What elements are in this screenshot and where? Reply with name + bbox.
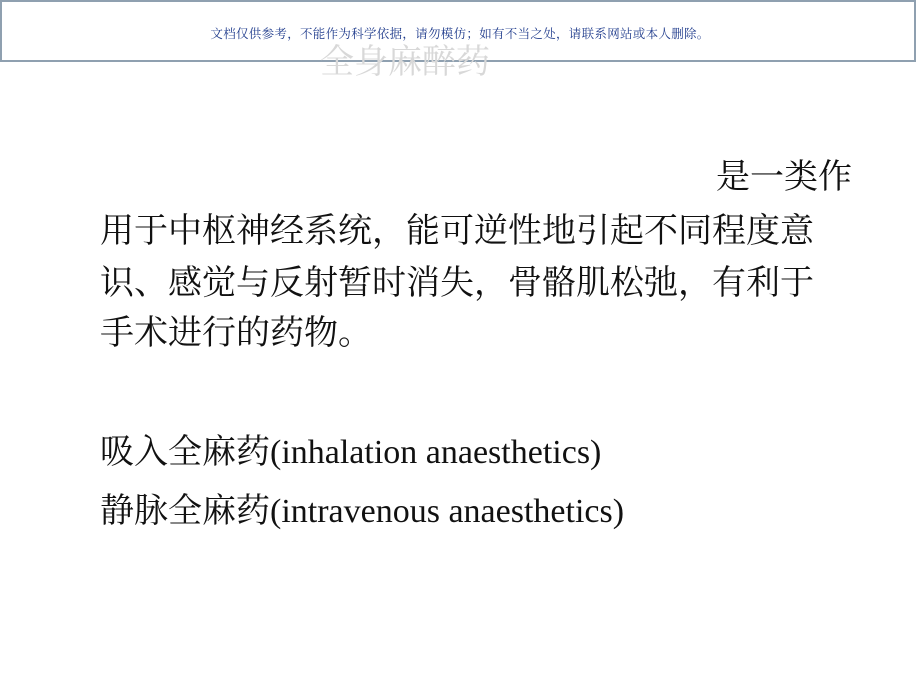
definition-line-3: 识、感觉与反射暂时消失，骨骼肌松弛，有利于 [100, 263, 814, 303]
definition-line-1: 是一类作 [716, 157, 852, 197]
slide-title-fragment [320, 42, 550, 82]
category-inhalation-en: (inhalation anaesthetics) [270, 434, 602, 471]
category-inhalation-cn: 吸入全麻药 [100, 432, 270, 472]
definition-line-2: 用于中枢神经系统，能可逆性地引起不同程度意 [100, 211, 814, 251]
disclaimer-text: 文档仅供参考，不能作为科学依据，请勿模仿；如有不当之处，请联系网站或本人删除。 [210, 26, 710, 41]
category-intravenous [100, 491, 852, 531]
definition-line-4: 手术进行的药物。 [100, 313, 372, 353]
category-intravenous-en: (intravenous anaesthetics) [270, 493, 625, 530]
category-inhalation [100, 432, 852, 472]
slide-title-text: 全身麻醉药 [320, 42, 490, 82]
category-intravenous-cn: 静脉全麻药 [100, 491, 270, 531]
